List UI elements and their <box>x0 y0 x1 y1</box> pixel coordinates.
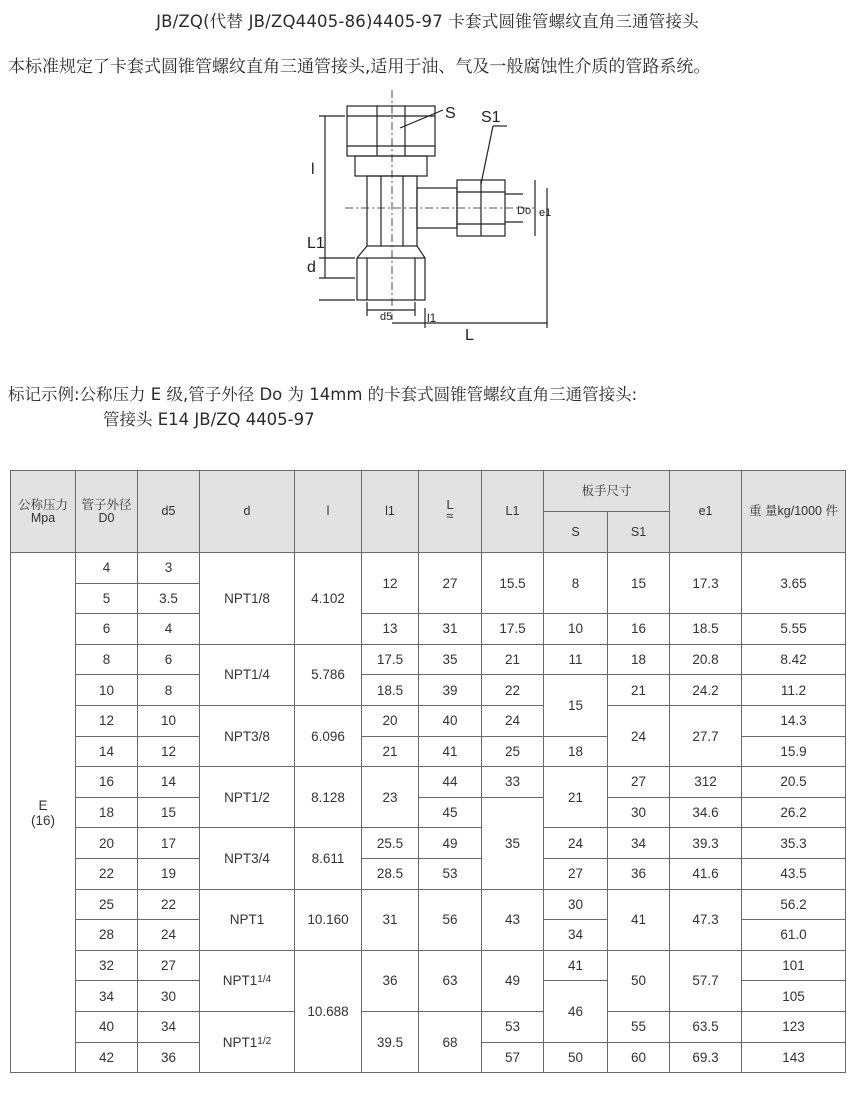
cell-s1: 21 <box>608 675 670 706</box>
cell-d5: 3.5 <box>138 583 200 614</box>
cell-s1: 16 <box>608 614 670 645</box>
cell-s: 15 <box>544 675 608 736</box>
cell-s1: 27 <box>608 767 670 798</box>
header-weight: 重 量kg/1000 件 <box>742 471 846 553</box>
cell-e1: 34.6 <box>670 797 742 828</box>
label-do: Do <box>517 205 532 217</box>
header-tube-od: 管子外径D0 <box>76 471 138 553</box>
cell-e1: 41.6 <box>670 858 742 889</box>
cell-l1: 18.5 <box>362 675 419 706</box>
cell-d5: 3 <box>138 553 200 584</box>
cell-e1: 57.7 <box>670 950 742 1011</box>
cell-d0: 28 <box>76 920 138 951</box>
cell-s1: 24 <box>608 705 670 766</box>
header-l1: l1 <box>362 471 419 553</box>
cell-s: 21 <box>544 767 608 828</box>
cell-L: 49 <box>419 828 482 859</box>
cell-l1: 36 <box>362 950 419 1011</box>
cell-d5: 10 <box>138 705 200 736</box>
cell-s: 41 <box>544 950 608 981</box>
cell-L: 63 <box>419 950 482 1011</box>
cell-d5: 6 <box>138 644 200 675</box>
marking-example: 标记示例:公称压力 E 级,管子外径 Do 为 14mm 的卡套式圆锥管螺纹直角三通管接头: <box>8 385 638 404</box>
cell-L1: 33 <box>482 767 544 798</box>
cell-d0: 14 <box>76 736 138 767</box>
cell-d5: 30 <box>138 981 200 1012</box>
cell-d: NPT3/4 <box>200 828 295 889</box>
cell-d: NPT1/2 <box>200 767 295 828</box>
cell-weight: 3.65 <box>742 553 846 614</box>
cell-l1: 12 <box>362 553 419 614</box>
cell-d: $NPT1^{1/2}$ <box>200 1011 295 1072</box>
cell-d0: 20 <box>76 828 138 859</box>
cell-e1: 47.3 <box>670 889 742 950</box>
header-pressure: 公称压力Mpa <box>11 471 76 553</box>
cell-e1: 20.8 <box>670 644 742 675</box>
cell-e1: 27.7 <box>670 705 742 766</box>
label-d5: d5 <box>380 311 393 323</box>
cell-l: 5.786 <box>295 644 362 705</box>
cell-s: 46 <box>544 981 608 1042</box>
cell-L: 44 <box>419 767 482 798</box>
table-row <box>11 614 846 645</box>
cell-s1: 60 <box>608 1042 670 1073</box>
cell-d: NPT3/8 <box>200 705 295 766</box>
cell-l: 8.611 <box>295 828 362 889</box>
cell-weight: 20.5 <box>742 767 846 798</box>
cell-l: 10.160 <box>295 889 362 950</box>
cell-d: $NPT1^{1/4}$ <box>200 950 295 1011</box>
cell-L1: 24 <box>482 705 544 736</box>
cell-L: 53 <box>419 858 482 889</box>
cell-d0: 42 <box>76 1042 138 1073</box>
cell-d5: 36 <box>138 1042 200 1073</box>
cell-e1: 39.3 <box>670 828 742 859</box>
cell-s: 27 <box>544 858 608 889</box>
cell-s: 50 <box>544 1042 608 1073</box>
cell-L1: 15.5 <box>482 553 544 614</box>
cell-L: 31 <box>419 614 482 645</box>
cell-s: 18 <box>544 736 608 767</box>
cell-d: NPT1 <box>200 889 295 950</box>
cell-weight: 101 <box>742 950 846 981</box>
cell-L: 41 <box>419 736 482 767</box>
cell-e1: 312 <box>670 767 742 798</box>
label-l1: L1 <box>307 235 325 252</box>
cell-d0: 40 <box>76 1011 138 1042</box>
label-s1: S1 <box>481 109 501 126</box>
cell-d0: 22 <box>76 858 138 889</box>
cell-L: 45 <box>419 797 482 828</box>
cell-weight: 5.55 <box>742 614 846 645</box>
cell-weight: 143 <box>742 1042 846 1073</box>
cell-weight: 35.3 <box>742 828 846 859</box>
table-row <box>11 1011 846 1042</box>
cell-d0: 18 <box>76 797 138 828</box>
cell-d0: 16 <box>76 767 138 798</box>
cell-s: 24 <box>544 828 608 859</box>
cell-d5: 4 <box>138 614 200 645</box>
top-nut-outline <box>347 106 435 156</box>
label-l1-small: l1 <box>427 311 437 325</box>
table-row <box>11 675 846 706</box>
cell-s1: 18 <box>608 644 670 675</box>
cell-L: 39 <box>419 675 482 706</box>
label-e1: e1 <box>539 207 552 219</box>
header-d5: d5 <box>138 471 200 553</box>
cell-weight: 61.0 <box>742 920 846 951</box>
cell-l: 4.102 <box>295 553 362 645</box>
table-row <box>11 767 846 798</box>
cell-e1: 18.5 <box>670 614 742 645</box>
cell-l1: 28.5 <box>362 858 419 889</box>
cell-d5: 8 <box>138 675 200 706</box>
cell-s: 10 <box>544 614 608 645</box>
cell-L: 68 <box>419 1011 482 1072</box>
cell-s1: 30 <box>608 797 670 828</box>
cell-e1: 24.2 <box>670 675 742 706</box>
cell-L1: 57 <box>482 1042 544 1073</box>
cell-d5: 22 <box>138 889 200 920</box>
cell-l1: 17.5 <box>362 644 419 675</box>
label-l: l <box>311 161 315 178</box>
cell-weight: 8.42 <box>742 644 846 675</box>
cell-s1: 36 <box>608 858 670 889</box>
table-row <box>11 797 846 828</box>
cell-l: 6.096 <box>295 705 362 766</box>
cell-d5: 15 <box>138 797 200 828</box>
cell-l1: 23 <box>362 767 419 828</box>
cell-d5: 12 <box>138 736 200 767</box>
table-row <box>11 705 846 736</box>
cell-l1: 13 <box>362 614 419 645</box>
cell-d5: 24 <box>138 920 200 951</box>
cell-weight: 14.3 <box>742 705 846 736</box>
header-l: l <box>295 471 362 553</box>
cell-l1: 25.5 <box>362 828 419 859</box>
cell-d5: 14 <box>138 767 200 798</box>
header-L1: L1 <box>482 471 544 553</box>
cell-l1: 31 <box>362 889 419 950</box>
cell-s: 8 <box>544 553 608 614</box>
cell-d0: 34 <box>76 981 138 1012</box>
cell-d0: 10 <box>76 675 138 706</box>
cell-L1: 43 <box>482 889 544 950</box>
header-wrench: 板手尺寸 <box>544 471 670 512</box>
cell-L1: 53 <box>482 1011 544 1042</box>
cell-L: 27 <box>419 553 482 614</box>
cell-s1: 55 <box>608 1011 670 1042</box>
cell-weight: 26.2 <box>742 797 846 828</box>
cell-weight: 15.9 <box>742 736 846 767</box>
cell-d: NPT1/4 <box>200 644 295 705</box>
marking-example-code: 管接头 E14 JB/ZQ 4405-97 <box>103 410 315 429</box>
cell-L1: 25 <box>482 736 544 767</box>
header-s1: S1 <box>608 512 670 553</box>
cell-d: NPT1/8 <box>200 553 295 645</box>
cell-d0: 6 <box>76 614 138 645</box>
cell-d0: 8 <box>76 644 138 675</box>
header-L: L ≈ <box>419 471 482 553</box>
cell-L1: 49 <box>482 950 544 1011</box>
cell-d5: 19 <box>138 858 200 889</box>
table-row <box>11 858 846 889</box>
cell-e1: 17.3 <box>670 553 742 614</box>
header-d: d <box>200 471 295 553</box>
cell-d0: 25 <box>76 889 138 920</box>
cell-l1: 20 <box>362 705 419 736</box>
cell-l1: 21 <box>362 736 419 767</box>
cell-d0: 12 <box>76 705 138 736</box>
cell-d5: 17 <box>138 828 200 859</box>
spec-table <box>10 470 846 1073</box>
cell-d0: 5 <box>76 583 138 614</box>
page-title: JB/ZQ(代替 JB/ZQ4405-86)4405-97 卡套式圆锥管螺纹直角三通管接头 <box>156 12 699 31</box>
intro-paragraph: 本标准规定了卡套式圆锥管螺纹直角三通管接头,适用于油、气及一般腐蚀性介质的管路系统。 <box>8 57 711 77</box>
cell-d5: 27 <box>138 950 200 981</box>
cell-s1: 50 <box>608 950 670 1011</box>
cell-l: 10.688 <box>295 950 362 1072</box>
cell-L: 35 <box>419 644 482 675</box>
cell-e1: 63.5 <box>670 1011 742 1042</box>
cell-s: 11 <box>544 644 608 675</box>
pressure-cell: E (16) <box>11 553 76 1073</box>
cell-d5: 34 <box>138 1011 200 1042</box>
label-d: d <box>307 259 316 276</box>
cell-L1: 17.5 <box>482 614 544 645</box>
cell-L: 56 <box>419 889 482 950</box>
cell-weight: 105 <box>742 981 846 1012</box>
fitting-drawing <box>285 88 575 348</box>
cell-weight: 43.5 <box>742 858 846 889</box>
header-s: S <box>544 512 608 553</box>
table-row <box>11 553 846 584</box>
cell-s1: 15 <box>608 553 670 614</box>
cell-l: 8.128 <box>295 767 362 828</box>
cell-s1: 34 <box>608 828 670 859</box>
cell-L1: 22 <box>482 675 544 706</box>
cell-weight: 56.2 <box>742 889 846 920</box>
cell-s1: 41 <box>608 889 670 950</box>
label-L: L <box>465 327 474 344</box>
table-row <box>11 889 846 920</box>
cell-L1: 21 <box>482 644 544 675</box>
cell-l1: 39.5 <box>362 1011 419 1072</box>
cell-e1: 69.3 <box>670 1042 742 1073</box>
cell-weight: 123 <box>742 1011 846 1042</box>
table-row <box>11 828 846 859</box>
table-row <box>11 644 846 675</box>
table-row <box>11 950 846 981</box>
label-s: S <box>445 105 456 122</box>
cell-d0: 32 <box>76 950 138 981</box>
cell-L: 40 <box>419 705 482 736</box>
cell-d0: 4 <box>76 553 138 584</box>
cell-L1: 35 <box>482 797 544 889</box>
header-e1: e1 <box>670 471 742 553</box>
cell-s: 30 <box>544 889 608 920</box>
cell-s: 34 <box>544 920 608 951</box>
cell-weight: 11.2 <box>742 675 846 706</box>
